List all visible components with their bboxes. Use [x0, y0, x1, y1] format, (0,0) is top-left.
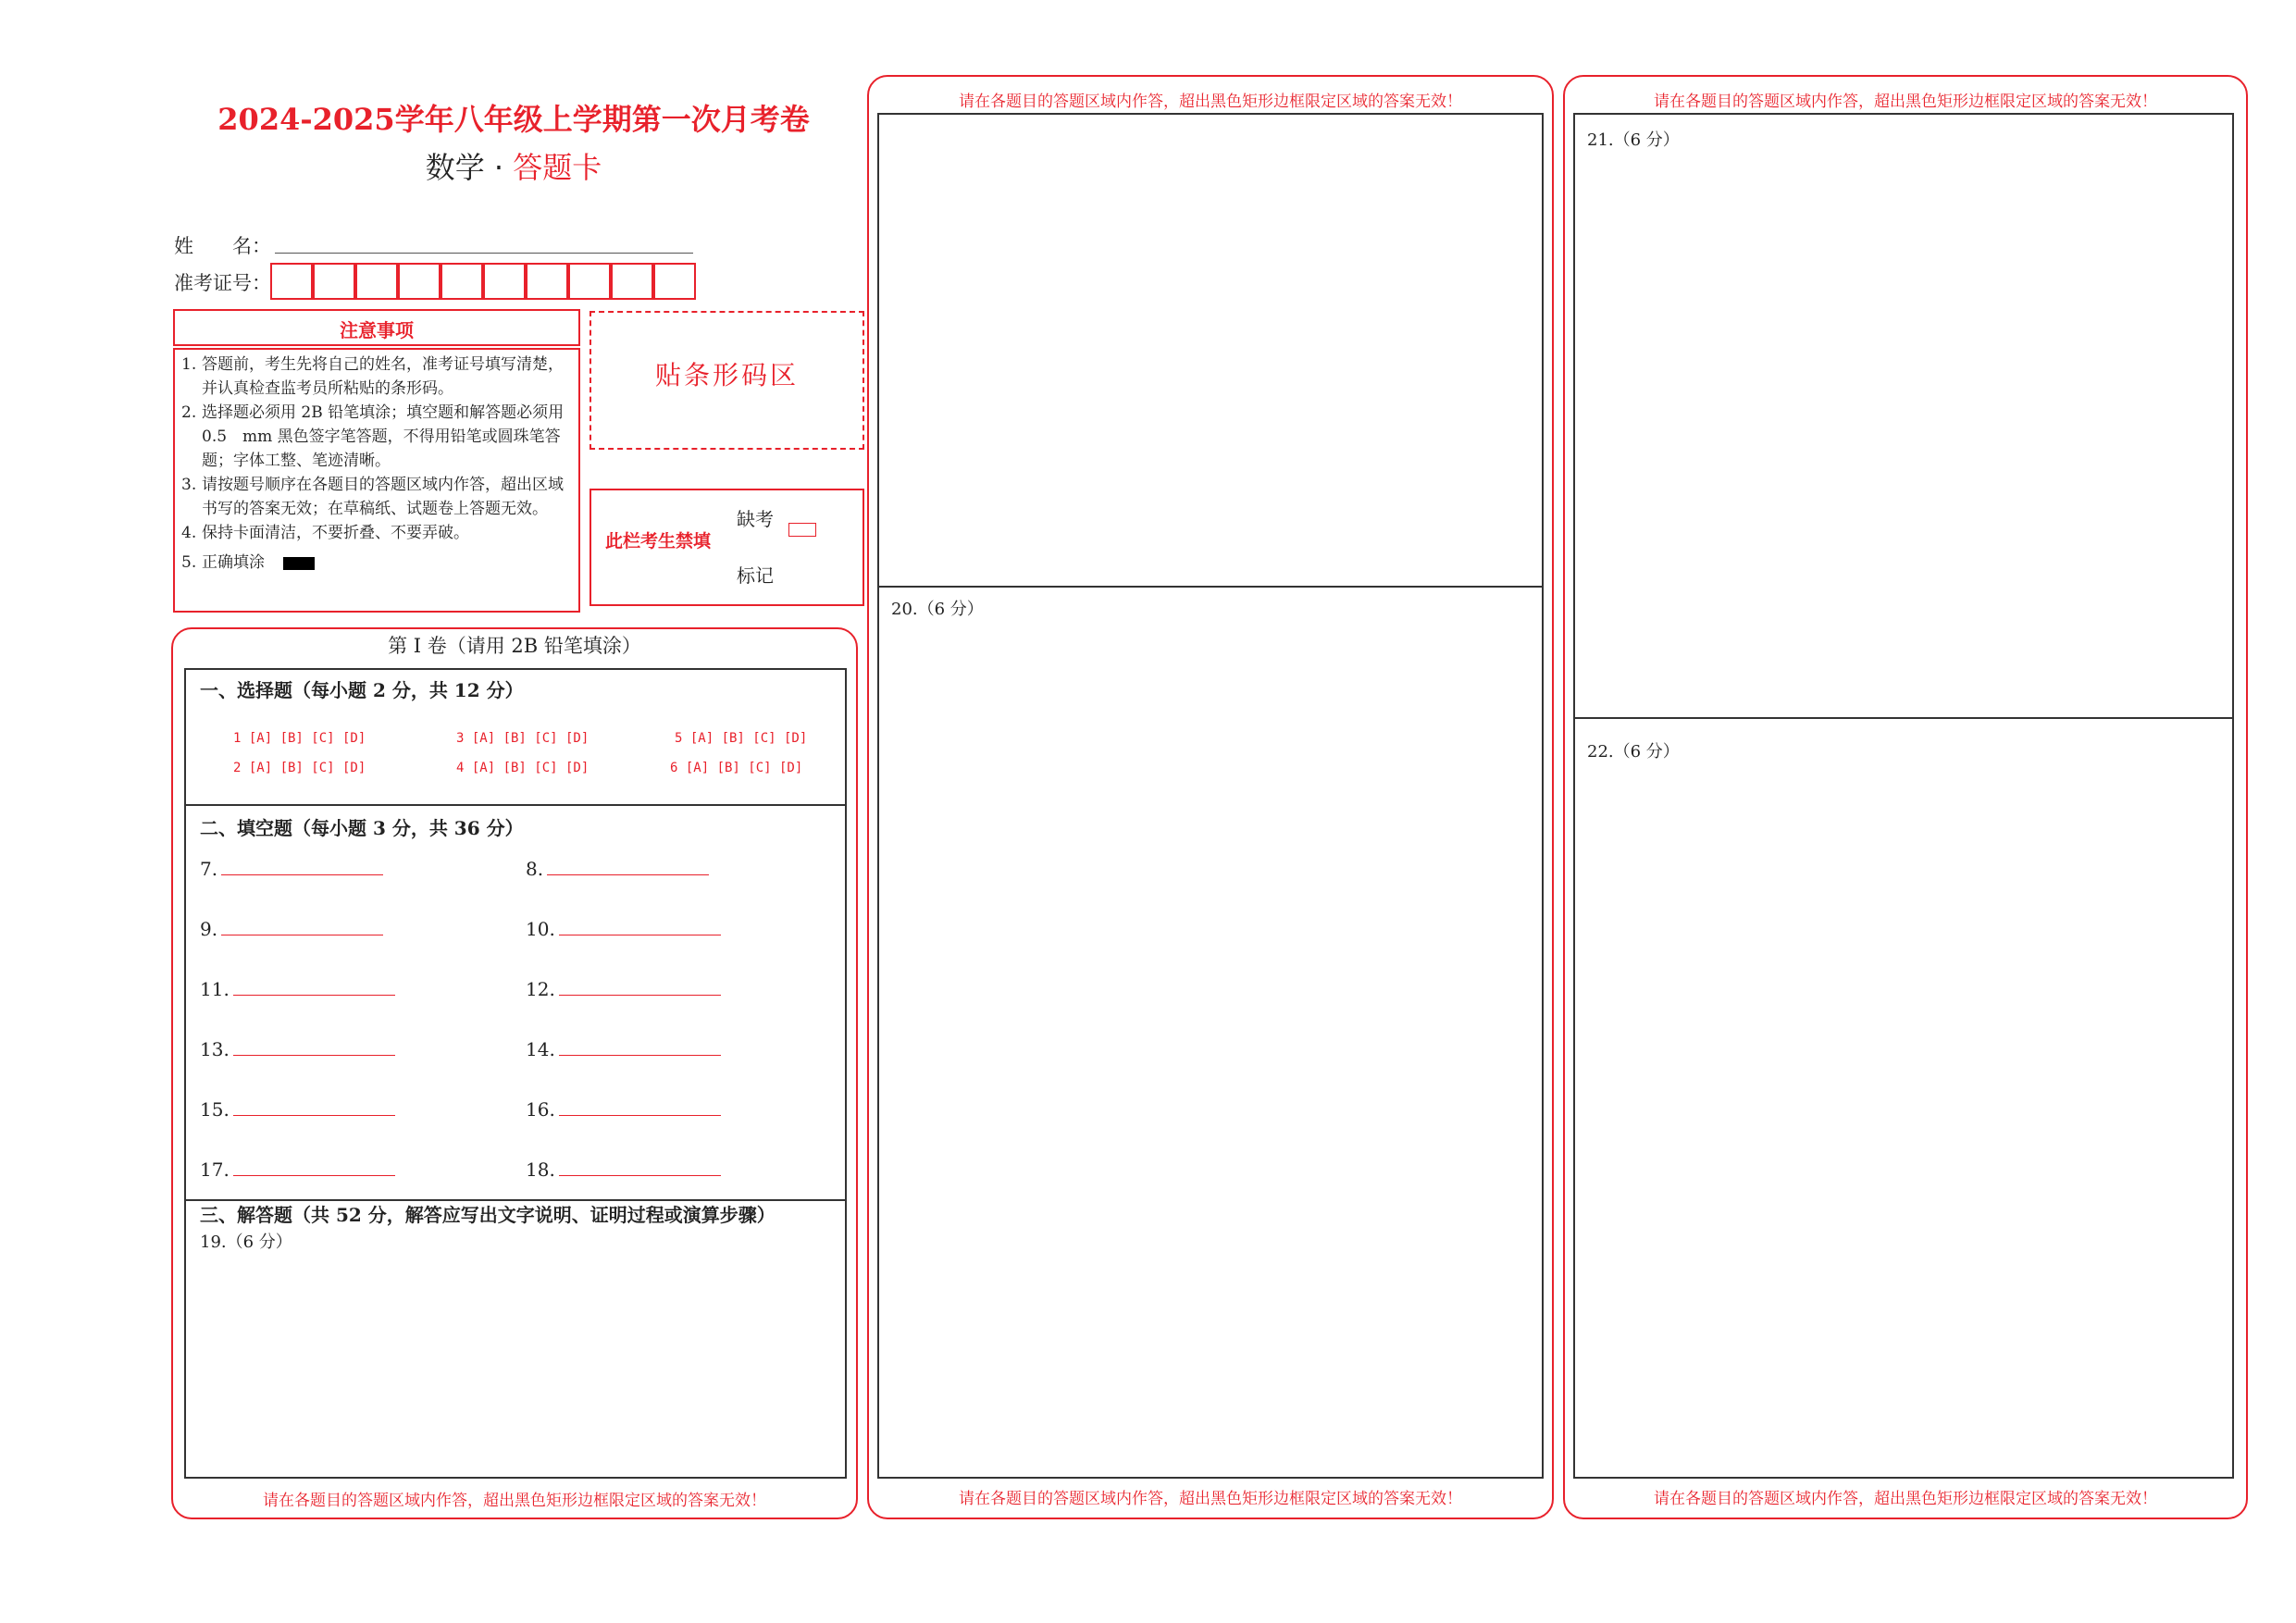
id-cell[interactable] [355, 263, 398, 300]
exam-title-rest: 学年八年级上学期第一次月考卷 [394, 102, 810, 137]
part1-title: 第 I 卷（请用 2B 铅笔填涂） [388, 635, 641, 657]
mc-question-3[interactable]: 3 [A] [B] [C] [D] [456, 731, 590, 746]
section2-title: 二、填空题（每小题 3 分，共 36 分） [200, 817, 524, 839]
answer-area-22[interactable] [1573, 717, 2234, 1479]
mc-question-5[interactable]: 5 [A] [B] [C] [D] [675, 731, 808, 746]
fill-blank-12[interactable]: 12. [526, 978, 721, 1000]
id-cell[interactable] [441, 263, 483, 300]
subject-label: 数学 · [425, 150, 514, 185]
notice-item: 2. 选择题必须用 2B 铅笔填涂；填空题和解答题必须用 0.5 mm 黑色签字笔答题，不得用铅笔或圆珠笔答题；字体工整、笔迹清晰。 [181, 403, 565, 470]
warning-top-col3: 请在各题目的答题区域内作答，超出黑色矩形边框限定区域的答案无效！ [1654, 93, 2157, 111]
notice-title: 注意事项 [340, 319, 414, 341]
question-21-label: 21.（6 分） [1587, 130, 1680, 150]
notice-list [181, 353, 576, 575]
mark-label: 标记 [737, 564, 774, 587]
fill-blank-line[interactable] [233, 1158, 395, 1176]
fill-blank-10[interactable]: 10. [526, 918, 721, 940]
exam-title [171, 96, 856, 139]
id-cell[interactable] [313, 263, 355, 300]
mc-question-6[interactable]: 6 [A] [B] [C] [D] [670, 761, 803, 775]
fill-blank-line[interactable] [559, 918, 721, 935]
fill-blank-15[interactable]: 15. [200, 1098, 395, 1121]
fill-blank-18[interactable]: 18. [526, 1158, 721, 1181]
notice-item: 5. 正确填涂 [181, 551, 576, 575]
fill-blank-9[interactable]: 9. [200, 918, 383, 940]
warning-bottom-col1: 请在各题目的答题区域内作答，超出黑色矩形边框限定区域的答案无效！ [263, 1492, 766, 1510]
section1-title: 一、选择题（每小题 2 分，共 12 分） [200, 679, 524, 701]
id-cell[interactable] [270, 263, 313, 300]
fill-blank-line[interactable] [233, 978, 395, 996]
id-cell[interactable] [398, 263, 441, 300]
id-cell[interactable] [483, 263, 526, 300]
fill-blank-line[interactable] [559, 1098, 721, 1116]
id-cell[interactable] [653, 263, 696, 300]
barcode-label: 贴条形码区 [654, 360, 799, 390]
notice-item: 1. 答题前，考生先将自己的姓名，准考证号填写清楚，并认真检查监考员所粘贴的条形码。 [181, 355, 564, 398]
forbidden-label: 此栏考生禁填 [605, 531, 712, 551]
fill-blank-line[interactable] [559, 1038, 721, 1056]
question-20-label: 20.（6 分） [891, 600, 984, 619]
fill-blank-line[interactable] [547, 858, 709, 875]
fill-blank-line[interactable] [559, 978, 721, 996]
fill-blank-16[interactable]: 16. [526, 1098, 721, 1121]
warning-bottom-col2: 请在各题目的答题区域内作答，超出黑色矩形边框限定区域的答案无效！ [959, 1490, 1462, 1508]
absent-mark-box[interactable] [788, 523, 816, 537]
name-field[interactable] [275, 253, 693, 254]
mc-question-1[interactable]: 1 [A] [B] [C] [D] [233, 731, 366, 746]
fill-blank-11[interactable]: 11. [200, 978, 395, 1000]
section3-title: 三、解答题（共 52 分，解答应写出文字说明、证明过程或演算步骤） [200, 1204, 776, 1226]
id-cell[interactable] [568, 263, 611, 300]
mc-question-4[interactable]: 4 [A] [B] [C] [D] [456, 761, 590, 775]
answer-area-21[interactable] [1573, 113, 2234, 719]
id-label: 准考证号： [174, 272, 271, 294]
fill-blank-line[interactable] [559, 1158, 721, 1176]
mc-question-2[interactable]: 2 [A] [B] [C] [D] [233, 761, 366, 775]
fill-blank-7[interactable]: 7. [200, 858, 383, 880]
fill-blank-17[interactable]: 17. [200, 1158, 395, 1181]
id-cell[interactable] [611, 263, 653, 300]
fill-blank-8[interactable]: 8. [526, 858, 709, 880]
absent-label: 缺考 [737, 508, 774, 530]
fill-blank-14[interactable]: 14. [526, 1038, 721, 1060]
warning-top-col2: 请在各题目的答题区域内作答，超出黑色矩形边框限定区域的答案无效！ [959, 93, 1462, 111]
fill-blank-line[interactable] [233, 1098, 395, 1116]
warning-bottom-col3: 请在各题目的答题区域内作答，超出黑色矩形边框限定区域的答案无效！ [1654, 1490, 2157, 1508]
id-cell[interactable] [526, 263, 568, 300]
notice-item: 4. 保持卡面清洁，不要折叠、不要弄破。 [181, 524, 469, 542]
fill-blank-line[interactable] [221, 858, 383, 875]
fill-blank-13[interactable]: 13. [200, 1038, 395, 1060]
exam-title-year: 2024-2025 [217, 102, 395, 137]
question-19-label: 19.（6 分） [200, 1233, 292, 1252]
fill-blank-line[interactable] [233, 1038, 395, 1056]
notice-item: 3. 请按题号顺序在各题目的答题区域内作答，超出区域书写的答案无效；在草稿纸、试题卷上答题无效。 [181, 476, 564, 518]
filled-sample-icon [283, 557, 315, 570]
answer-area-20[interactable] [877, 586, 1544, 1479]
name-label: 姓 名： [174, 235, 271, 257]
fill-blank-line[interactable] [221, 918, 383, 935]
exam-subtitle [171, 144, 856, 187]
answer-card-label: 答题卡 [513, 150, 602, 185]
answer-area-19-cont[interactable] [877, 113, 1544, 588]
question-22-label: 22.（6 分） [1587, 742, 1680, 762]
